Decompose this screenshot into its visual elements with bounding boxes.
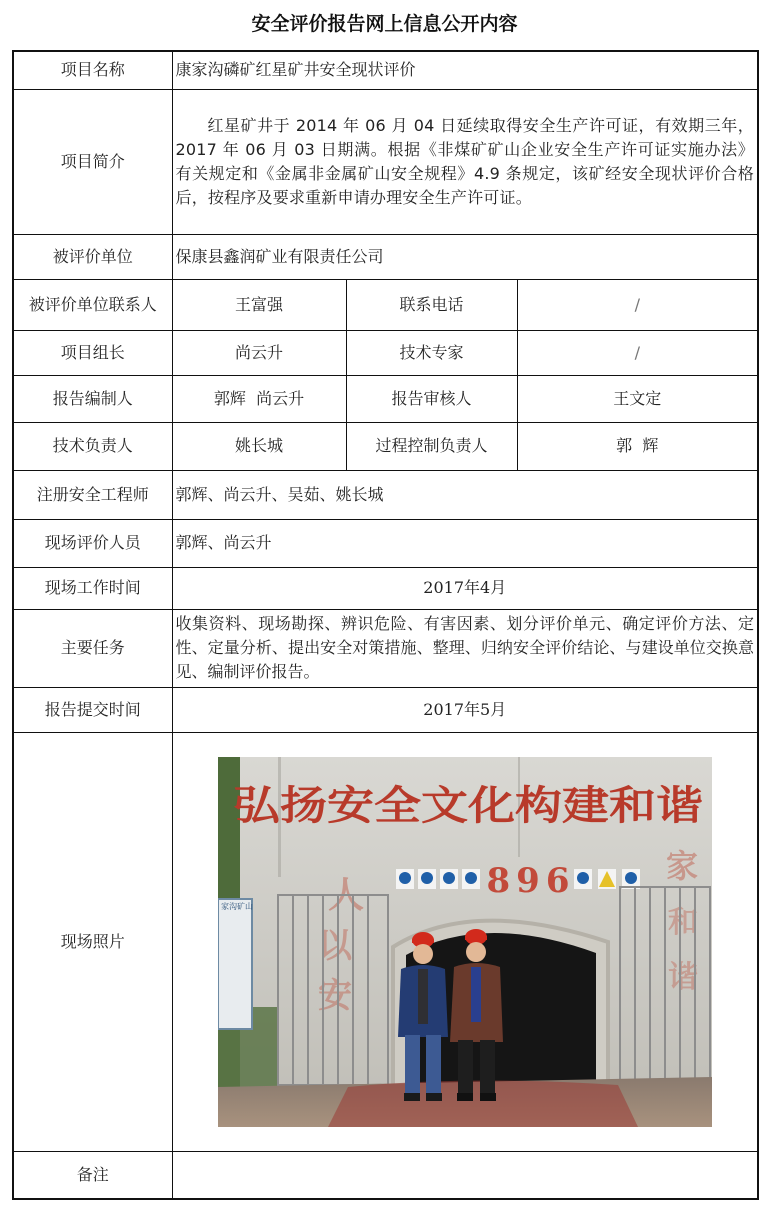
row-project-intro xyxy=(13,89,758,234)
reviewer-label: 报告审核人 xyxy=(346,375,517,422)
compiler-value: 郭辉 尚云升 xyxy=(172,375,346,422)
notice-board xyxy=(218,899,252,1029)
photo-cell xyxy=(172,732,758,1151)
row-tasks xyxy=(13,609,758,687)
svg-text:家: 家 xyxy=(665,846,698,885)
leader-value: 尚云升 xyxy=(172,330,346,375)
row-tech-lead xyxy=(13,422,758,470)
svg-text:谐: 谐 xyxy=(667,959,698,995)
contact-label: 被评价单位联系人 xyxy=(13,279,172,330)
project-intro-label: 项目简介 xyxy=(13,89,172,234)
row-submit-time xyxy=(13,687,758,732)
expert-label: 技术专家 xyxy=(346,330,517,375)
submit-time-value: 2017年5月 xyxy=(172,687,758,732)
engineers-value: 郭辉、尚云升、吴茹、姚长城 xyxy=(172,470,758,519)
page-title: 安全评价报告网上信息公开内容 xyxy=(251,13,518,35)
process-value: 郭 辉 xyxy=(517,422,758,470)
remarks-value xyxy=(172,1151,758,1199)
svg-text:人: 人 xyxy=(327,873,364,916)
project-name-value: 康家沟磷矿红星矿井安全现状评价 xyxy=(172,51,758,89)
process-label: 过程控制负责人 xyxy=(346,422,517,470)
evaluated-unit-label: 被评价单位 xyxy=(13,234,172,279)
row-evaluated-unit xyxy=(13,234,758,279)
site-staff-value: 郭辉、尚云升 xyxy=(172,519,758,567)
remarks-label: 备注 xyxy=(13,1151,172,1199)
tech-lead-value: 姚长城 xyxy=(172,422,346,470)
svg-text:安: 安 xyxy=(317,975,352,1016)
row-compiler xyxy=(13,375,758,422)
site-staff-label: 现场评价人员 xyxy=(13,519,172,567)
row-leader xyxy=(13,330,758,375)
row-photo xyxy=(13,732,758,1151)
tunnel-number: 896 xyxy=(486,860,576,901)
tasks-value: 收集资料、现场勘探、辨识危险、有害因素、划分评价单元、确定评价方法、定性、定量分析、提出安全对策措施、整理、归纳安全评价结论、与建设单位交换意见、编制评价报告。 xyxy=(172,609,758,687)
reviewer-value: 王文定 xyxy=(517,375,758,422)
site-photo xyxy=(218,757,712,1127)
tasks-label: 主要任务 xyxy=(13,609,172,687)
svg-text:和: 和 xyxy=(667,904,698,940)
site-time-label: 现场工作时间 xyxy=(13,567,172,609)
evaluated-unit-value: 保康县鑫润矿业有限责任公司 xyxy=(172,234,758,279)
contact-value: 王富强 xyxy=(172,279,346,330)
row-remarks xyxy=(13,1151,758,1199)
row-contact xyxy=(13,279,758,330)
phone-label: 联系电话 xyxy=(346,279,517,330)
submit-time-label: 报告提交时间 xyxy=(13,687,172,732)
phone-value: / xyxy=(517,279,758,330)
row-engineers xyxy=(13,470,758,519)
notice-board-text: 家沟矿山 xyxy=(220,901,253,911)
engineers-label: 注册安全工程师 xyxy=(13,470,172,519)
svg-text:以: 以 xyxy=(317,925,352,966)
row-site-time xyxy=(13,567,758,609)
compiler-label: 报告编制人 xyxy=(13,375,172,422)
row-site-staff xyxy=(13,519,758,567)
project-name-label: 项目名称 xyxy=(13,51,172,89)
info-table xyxy=(12,50,759,1200)
tech-lead-label: 技术负责人 xyxy=(13,422,172,470)
row-project-name xyxy=(13,51,758,89)
expert-value: / xyxy=(517,330,758,375)
leader-label: 项目组长 xyxy=(13,330,172,375)
photo-label: 现场照片 xyxy=(13,732,172,1151)
site-time-value: 2017年4月 xyxy=(172,567,758,609)
wall-slogan: 弘扬安全文化构建和谐 xyxy=(232,781,703,829)
project-intro-value: 红星矿井于 2014 年 06 月 04 日延续取得安全生产许可证，有效期三年，2017 年 06 月 03 日期满。根据《非煤矿矿山企业安全生产许可证实施办法》有关规定和《金属非金属矿山安全规程》4.9 条规定，该矿经安全现状评价合格后，按程序及要求重新申请办理安全生产许可证。 xyxy=(172,89,758,234)
